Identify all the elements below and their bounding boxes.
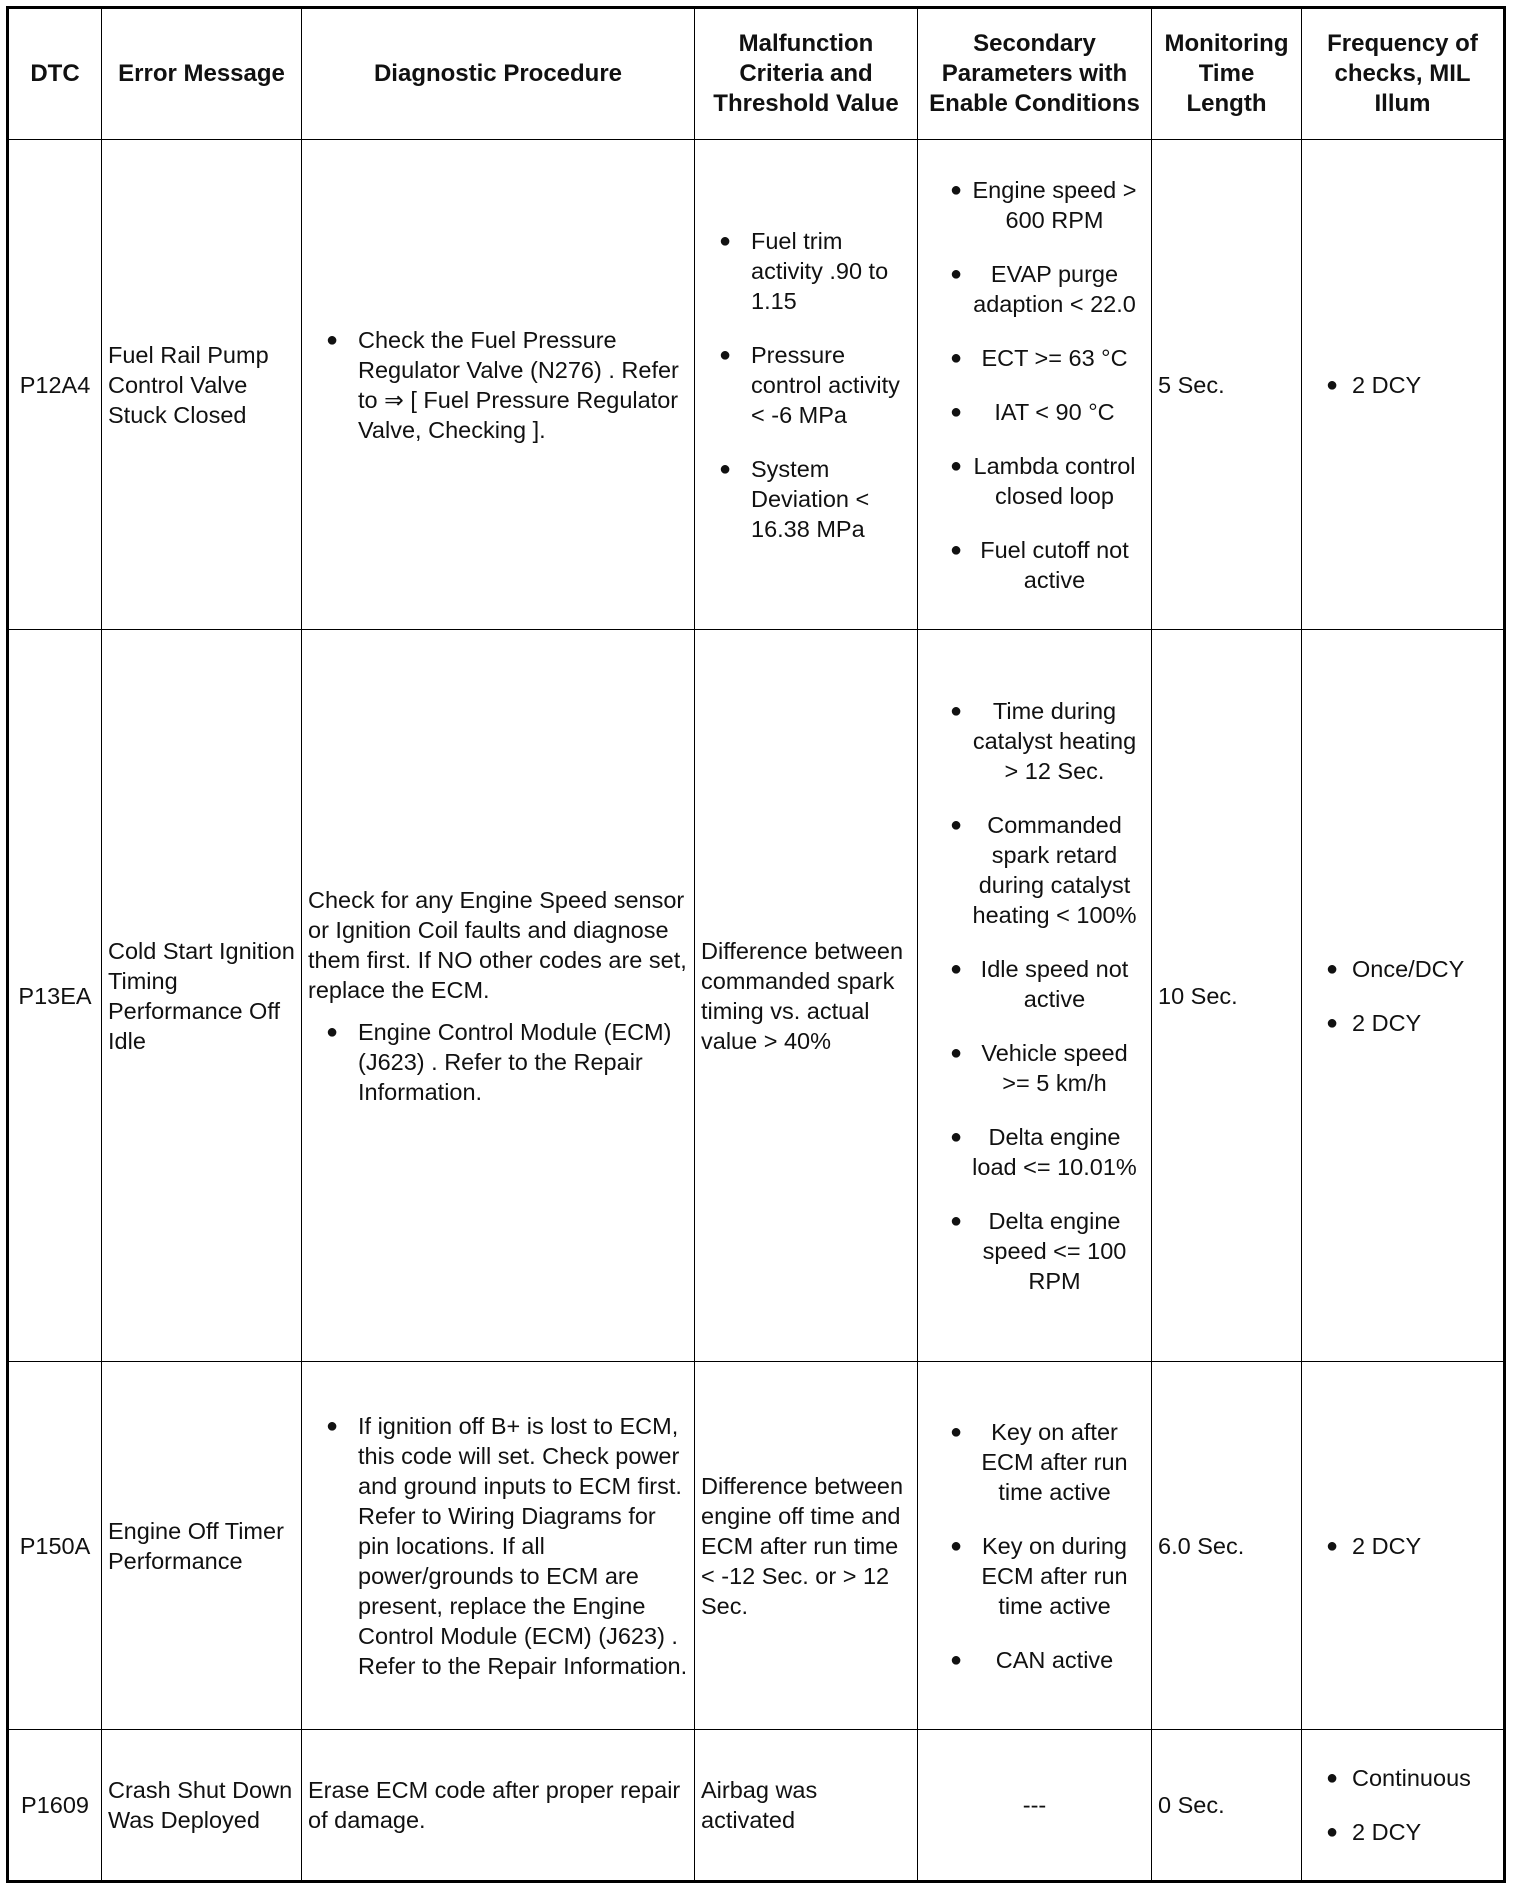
bullet-icon: ● bbox=[950, 1420, 963, 1443]
frequency-text: Continuous bbox=[1352, 1765, 1471, 1791]
list-item bbox=[924, 810, 1145, 930]
list-item bbox=[924, 696, 1145, 786]
list-item bbox=[308, 325, 688, 445]
bullet-icon: ● bbox=[326, 1020, 339, 1043]
bullet-icon: ● bbox=[950, 400, 963, 423]
header-diagnostic-procedure: Diagnostic Procedure bbox=[302, 8, 695, 140]
secondary-text: Commanded spark retard during catalyst heating < 100% bbox=[972, 811, 1137, 928]
diagnostic-procedure: Erase ECM code after proper repair of damage. bbox=[302, 1730, 695, 1882]
secondary-text: Delta engine load <= 10.01% bbox=[972, 1123, 1137, 1180]
header-row bbox=[8, 8, 1505, 140]
list-item bbox=[1308, 1008, 1497, 1038]
procedure-text: Check the Fuel Pressure Regulator Valve (N276) . Refer to ⇒ [ Fuel Pressure Regulator Valve, Checking ]. bbox=[358, 326, 679, 443]
bullet-icon: ● bbox=[950, 538, 963, 561]
header-monitoring-time: Monitoring Time Length bbox=[1152, 8, 1302, 140]
bullet-icon: ● bbox=[950, 813, 963, 836]
bullet-icon: ● bbox=[1326, 1767, 1339, 1789]
list-item bbox=[924, 1531, 1145, 1621]
criteria-text: Fuel trim activity .90 to 1.15 bbox=[751, 227, 889, 314]
list-item bbox=[924, 954, 1145, 1014]
frequency-text: 2 DCY bbox=[1352, 371, 1422, 398]
table-row bbox=[8, 1730, 1505, 1882]
table-row bbox=[8, 630, 1505, 1362]
list-item bbox=[1308, 1763, 1497, 1793]
list-item bbox=[924, 451, 1145, 511]
criteria-text: System Deviation < 16.38 MPa bbox=[751, 455, 870, 542]
monitoring-time: 10 Sec. bbox=[1152, 630, 1302, 1362]
frequency-text: 2 DCY bbox=[1352, 1009, 1422, 1036]
header-frequency: Frequency of checks, MIL Illum bbox=[1302, 8, 1505, 140]
dtc-table bbox=[6, 6, 1506, 1883]
monitoring-time: 0 Sec. bbox=[1152, 1730, 1302, 1882]
bullet-icon: ● bbox=[950, 699, 963, 722]
frequency bbox=[1302, 1362, 1505, 1730]
bullet-icon: ● bbox=[719, 229, 732, 252]
frequency-list bbox=[1308, 370, 1497, 400]
bullet-icon: ● bbox=[1326, 957, 1339, 980]
error-message: Engine Off Timer Performance bbox=[102, 1362, 302, 1730]
criteria-list bbox=[701, 226, 911, 544]
procedure-bullet-text: Engine Control Module (ECM) (J623) . Refer to the Repair Information. bbox=[358, 1018, 672, 1105]
dtc-code: P13EA bbox=[8, 630, 102, 1362]
list-item bbox=[924, 1645, 1145, 1675]
list-item bbox=[308, 1017, 688, 1107]
secondary-list bbox=[924, 696, 1145, 1296]
diagnostic-procedure bbox=[302, 630, 695, 1362]
header-secondary-parameters: Secondary Parameters with Enable Conditions bbox=[918, 8, 1152, 140]
secondary-text: Key on during ECM after run time active bbox=[981, 1532, 1128, 1619]
dtc-code: P150A bbox=[8, 1362, 102, 1730]
list-item bbox=[701, 340, 911, 430]
frequency-list bbox=[1308, 954, 1497, 1038]
procedure-text: Check for any Engine Speed sensor or Ignition Coil faults and diagnose them first. If NO other codes are set, replace the ECM. bbox=[308, 886, 687, 1003]
secondary-parameters bbox=[918, 630, 1152, 1362]
table-row bbox=[8, 1362, 1505, 1730]
frequency bbox=[1302, 1730, 1505, 1882]
list-item bbox=[924, 259, 1145, 319]
bullet-icon: ● bbox=[1326, 373, 1339, 396]
procedure-text: If ignition off B+ is lost to ECM, this code will set. Check power and ground inputs to ECM first. Refer to Wiring Diagrams for pin locations. If all power/grounds to ECM are present, replace the Engine Control Module (ECM) (J623) . Refer to the Repair Information. bbox=[358, 1412, 688, 1679]
list-item bbox=[924, 1417, 1145, 1507]
bullet-icon: ● bbox=[950, 957, 963, 980]
dtc-code: P1609 bbox=[8, 1730, 102, 1882]
list-item bbox=[1308, 1817, 1497, 1847]
error-message: Crash Shut Down Was Deployed bbox=[102, 1730, 302, 1882]
secondary-text: Lambda control closed loop bbox=[973, 452, 1136, 509]
procedure-list bbox=[308, 1017, 688, 1107]
secondary-parameters bbox=[918, 140, 1152, 630]
bullet-icon: ● bbox=[1326, 1821, 1339, 1843]
header-dtc: DTC bbox=[8, 8, 102, 140]
malfunction-criteria: Airbag was activated bbox=[695, 1730, 918, 1882]
secondary-parameters bbox=[918, 1362, 1152, 1730]
page bbox=[6, 6, 1506, 1883]
secondary-text: EVAP purge adaption < 22.0 bbox=[973, 260, 1136, 317]
diagnostic-procedure bbox=[302, 140, 695, 630]
secondary-parameters: --- bbox=[918, 1730, 1152, 1882]
list-item bbox=[1308, 954, 1497, 984]
monitoring-time: 6.0 Sec. bbox=[1152, 1362, 1302, 1730]
secondary-text: Delta engine speed <= 100 RPM bbox=[982, 1207, 1127, 1294]
secondary-text: Time during catalyst heating > 12 Sec. bbox=[972, 697, 1137, 784]
frequency-text: Once/DCY bbox=[1352, 955, 1465, 982]
secondary-text: CAN active bbox=[995, 1646, 1114, 1673]
criteria-text: Pressure control activity < -6 MPa bbox=[751, 341, 900, 428]
frequency bbox=[1302, 140, 1505, 630]
secondary-text: IAT < 90 °C bbox=[994, 398, 1115, 425]
header-malfunction-criteria: Malfunction Criteria and Threshold Value bbox=[695, 8, 918, 140]
list-item bbox=[924, 343, 1145, 373]
secondary-text: Vehicle speed >= 5 km/h bbox=[981, 1039, 1128, 1096]
list-item bbox=[1308, 370, 1497, 400]
malfunction-criteria bbox=[695, 140, 918, 630]
error-message: Cold Start Ignition Timing Performance Off Idle bbox=[102, 630, 302, 1362]
bullet-icon: ● bbox=[1326, 1011, 1339, 1034]
bullet-icon: ● bbox=[326, 328, 339, 351]
secondary-text: Fuel cutoff not active bbox=[980, 536, 1129, 593]
list-item bbox=[924, 397, 1145, 427]
bullet-icon: ● bbox=[719, 457, 732, 480]
header-error-message: Error Message bbox=[102, 8, 302, 140]
list-item bbox=[308, 1411, 688, 1681]
error-message: Fuel Rail Pump Control Valve Stuck Closed bbox=[102, 140, 302, 630]
bullet-icon: ● bbox=[950, 1209, 963, 1232]
diagnostic-procedure bbox=[302, 1362, 695, 1730]
bullet-icon: ● bbox=[950, 1125, 963, 1148]
table-row bbox=[8, 140, 1505, 630]
secondary-text: Key on after ECM after run time active bbox=[981, 1418, 1128, 1505]
list-item bbox=[924, 535, 1145, 595]
bullet-icon: ● bbox=[950, 1534, 963, 1557]
list-item bbox=[701, 454, 911, 544]
bullet-icon: ● bbox=[719, 343, 732, 366]
secondary-list bbox=[924, 175, 1145, 595]
list-item bbox=[924, 1122, 1145, 1182]
list-item bbox=[701, 226, 911, 316]
list-item bbox=[924, 1038, 1145, 1098]
bullet-icon: ● bbox=[1326, 1534, 1339, 1557]
frequency-text: 2 DCY bbox=[1352, 1819, 1422, 1845]
bullet-icon: ● bbox=[950, 262, 963, 285]
list-item bbox=[924, 1206, 1145, 1296]
bullet-icon: ● bbox=[950, 178, 963, 201]
dtc-code: P12A4 bbox=[8, 140, 102, 630]
malfunction-criteria: Difference between commanded spark timing vs. actual value > 40% bbox=[695, 630, 918, 1362]
list-item bbox=[1308, 1531, 1497, 1561]
procedure-list bbox=[308, 1411, 688, 1681]
secondary-text: Idle speed not active bbox=[980, 955, 1129, 1012]
monitoring-time: 5 Sec. bbox=[1152, 140, 1302, 630]
bullet-icon: ● bbox=[950, 1648, 963, 1671]
malfunction-criteria: Difference between engine off time and ECM after run time < -12 Sec. or > 12 Sec. bbox=[695, 1362, 918, 1730]
bullet-icon: ● bbox=[950, 1041, 963, 1064]
secondary-text: Engine speed > 600 RPM bbox=[972, 176, 1137, 233]
bullet-icon: ● bbox=[950, 346, 963, 369]
frequency-list bbox=[1308, 1763, 1497, 1847]
secondary-text: ECT >= 63 °C bbox=[981, 344, 1128, 371]
bullet-icon: ● bbox=[950, 454, 963, 477]
frequency bbox=[1302, 630, 1505, 1362]
secondary-list bbox=[924, 1417, 1145, 1675]
list-item bbox=[924, 175, 1145, 235]
frequency-list bbox=[1308, 1531, 1497, 1561]
procedure-list bbox=[308, 325, 688, 445]
frequency-text: 2 DCY bbox=[1352, 1532, 1422, 1559]
bullet-icon: ● bbox=[326, 1414, 339, 1437]
